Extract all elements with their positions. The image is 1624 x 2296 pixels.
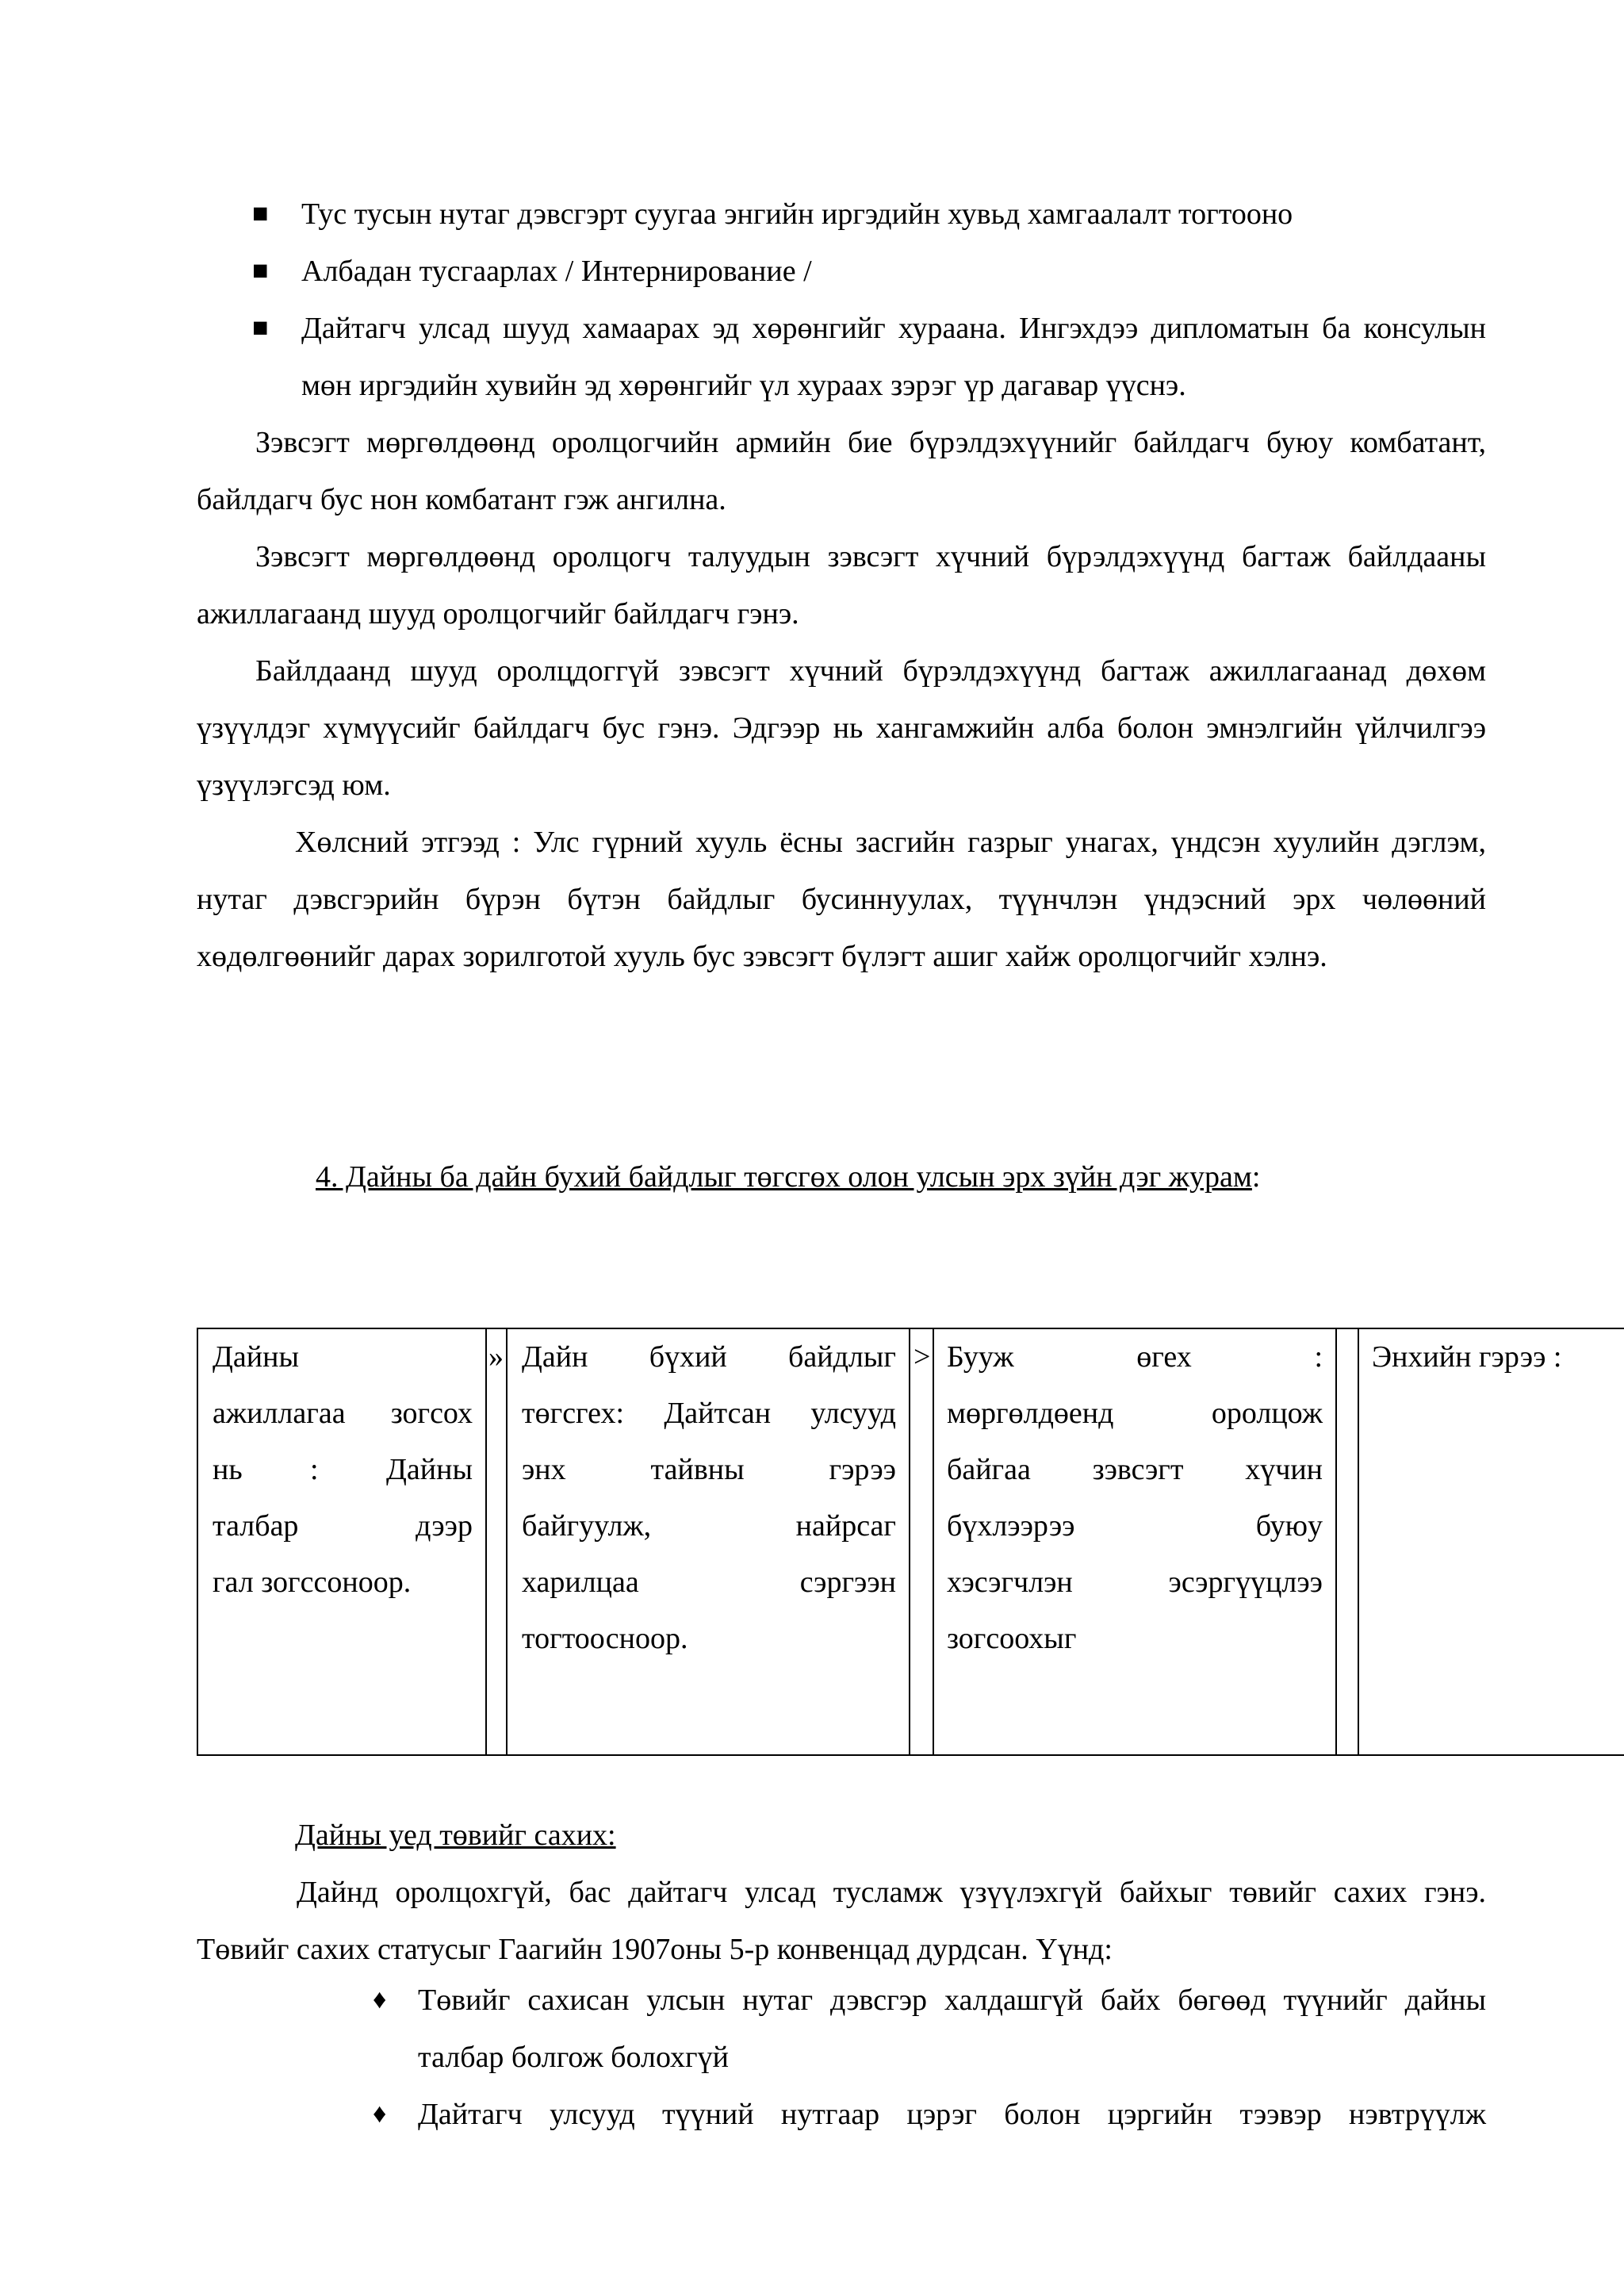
arrow-separator: » xyxy=(488,1340,504,1374)
list-item: ■ Албадан тусгаарлах / Интернирование / xyxy=(252,243,1486,300)
diamond-bullet-icon: ♦ xyxy=(373,2099,387,2129)
table-border-left xyxy=(197,1328,198,1756)
section-heading: 4. Дайны ба дайн бухий байдлыг төгсгөх олон улсын эрх зүйн дэг журам: xyxy=(316,1160,1261,1194)
table-cell-end-of-war: Дайн бүхий байдлыг төгсгех: Дайтсан улсууд энх тайвны гэрээ байгуулж, найрсаг харилцаа сэргээн тогтоосноор. xyxy=(522,1340,896,1655)
table-border-bottom xyxy=(197,1754,1624,1756)
arrow-separator: > xyxy=(914,1340,931,1374)
war-termination-flow-table xyxy=(197,1328,1624,1756)
list-item: ■ Тус тусын нутаг дэвсгэрт суугаа энгийн иргэдийн хувьд хамгаалалт тогтооно xyxy=(252,186,1486,243)
table-divider xyxy=(506,1328,508,1756)
paragraph-mercenary: Хөлсний этгээд : Улс гүрний хууль ёсны засгийн газрыг унагах, үндсэн хуулийн дэглэм, нутаг дэвсгэрийн бүрэн бүтэн байдлыг бусиннуулах, түүнчлэн үндэсний эрх чөлөөний хөдөлгөөнийг дарах зорилготой хууль бус зэвсэгт бүлэгт ашиг хайж оролцогчийг хэлнэ. xyxy=(197,826,1486,973)
table-divider xyxy=(933,1328,934,1756)
list-item: ♦ Төвийг сахисан улсын нутаг дэвсгэр халдашгүй байх бөгөөд түүнийг дайны талбар болгож болохгүй xyxy=(373,1972,1486,2086)
table-cell-peace-treaty: Энхийн гэрээ : xyxy=(1372,1340,1562,1374)
square-bullet-icon: ■ xyxy=(252,256,269,286)
table-divider xyxy=(1335,1328,1337,1756)
table-divider xyxy=(1358,1328,1359,1756)
list-item: ♦ Дайтагч улсууд түүний нутгаар цэрэг болон цэргийн тээвэр нэвтрүүлж xyxy=(373,2086,1486,2143)
paragraph-combatant-definition: Зэвсэгт мөргөлдөөнд оролцогч талуудын зэвсэгт хүчний бүрэлдэхүүнд багтаж байлдааны ажиллагаанд шууд оролцогчийг байлдагч гэнэ. xyxy=(197,540,1486,631)
paragraph-combatant: Зэвсэгт мөргөлдөөнд оролцогчийн армийн бие бүрэлдэхүүнийг байлдагч буюу комбатант, байлдагч бус нон комбатант гэж ангилна. xyxy=(197,426,1486,516)
table-divider xyxy=(909,1328,910,1756)
bullet-list xyxy=(252,186,1486,414)
table-cell-surrender: Бууж өгех : мөргөлдөенд оролцож байгаа зэвсэгт хүчин бүхлээрээ буюу хэсэгчлэн эсэргүүцлээ зогсоохыг xyxy=(947,1340,1323,1655)
square-bullet-icon: ■ xyxy=(252,313,269,343)
diamond-list xyxy=(373,1972,1486,2143)
subheading-neutrality: Дайны уед төвийг сахих: xyxy=(295,1819,616,1852)
diamond-bullet-icon: ♦ xyxy=(373,1985,387,2014)
square-bullet-icon: ■ xyxy=(252,199,269,228)
paragraph-neutrality: Дайнд оролцохгүй, бас дайтагч улсад тусламж үзүүлэхгүй байхыг төвийг сахих гэнэ. Төвийг сахих статусыг Гаагийн 1907оны 5-р конвенцад дурдсан. Үүнд: xyxy=(197,1876,1486,1966)
table-divider xyxy=(485,1328,487,1756)
list-item: ■ Дайтагч улсад шууд хамаарах эд хөрөнгийг хураана. Ингэхдээ дипломатын ба консулын мөн иргэдийн хувийн эд хөрөнгийг үл хураах зэрэг үр дагавар үүснэ. xyxy=(252,300,1486,414)
table-cell-ceasefire: Дайны ажиллагаа зогсох нь : Дайны талбар дээр гал зогссоноор. xyxy=(213,1340,473,1599)
paragraph-non-combatant: Байлдаанд шууд оролцдоггүй зэвсэгт хүчний бүрэлдэхүүнд багтаж ажиллагаанад дөхөм үзүүлдэг хүмүүсийг байлдагч бус гэнэ. Эдгээр нь хангамжийн алба болон эмнэлгийн үйлчилгээ үзүүлэгсэд юм. xyxy=(197,654,1486,802)
